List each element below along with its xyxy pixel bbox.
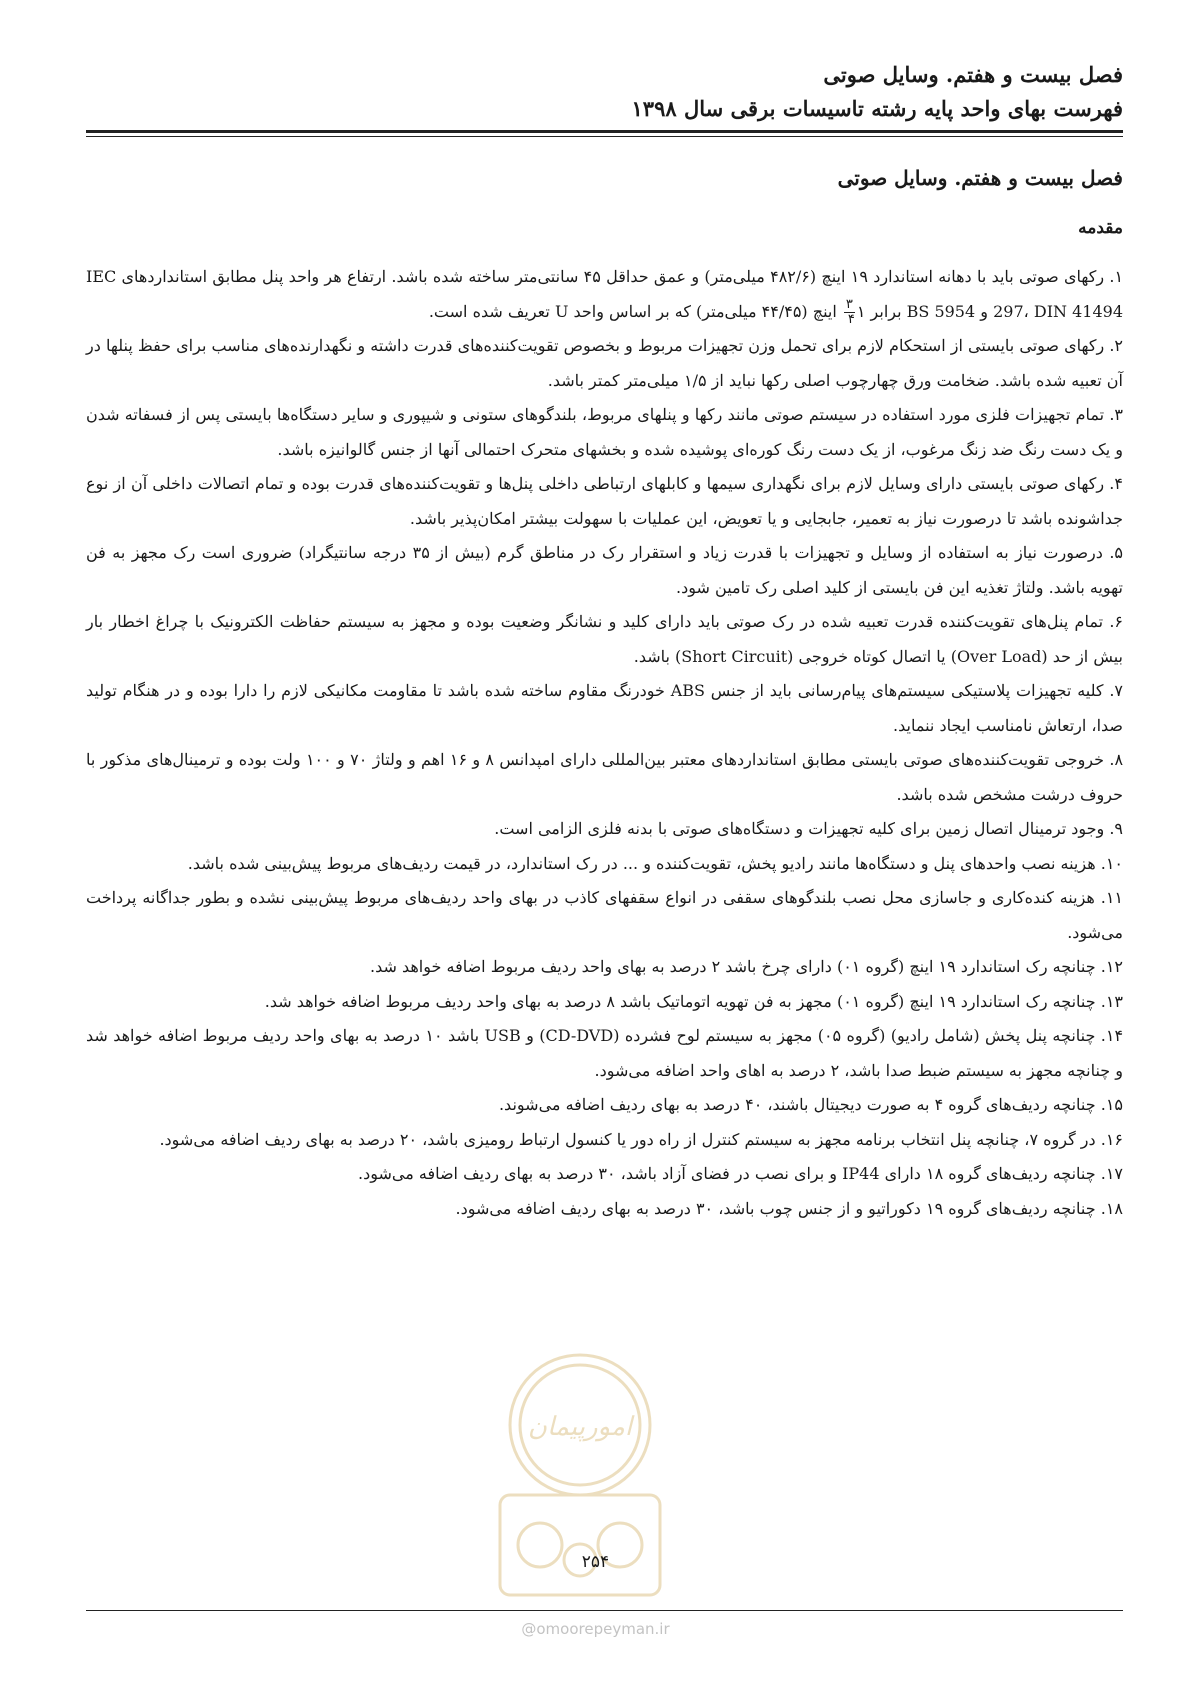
header-document-line: فهرست بهای واحد پایه رشته تاسیسات برقی سال ۱۳۹۸ [631, 96, 1123, 121]
intro-heading: مقدمه [1078, 218, 1123, 238]
paragraph-5: ۵. درصورت نیاز به استفاده از وسایل و تجهیزات با قدرت زیاد و استقرار رک در مناطق گرم (بیش از ۳۵ درجه سانتیگراد) ضروری است رک مجهز به فن تهویه باشد. ولتاژ تغذیه این فن بایستی از کلید اصلی رک تامین شود. [86, 543, 1124, 597]
page-header [86, 58, 1123, 126]
paragraph-11: ۱۱. هزینه کنده‌کاری و جاسازی محل نصب بلندگوهای سقفی در انواع سقفهای کاذب در بهای واحد ردیف‌های مربوط پیش‌بینی نشده و بطور جداگانه پرداخت می‌شود. [86, 888, 1123, 942]
header-chapter-line: فصل بیست و هفتم. وسایل صوتی [823, 62, 1123, 87]
fraction-numerator: ۳ [845, 296, 853, 312]
paragraph-3: ۳. تمام تجهیزات فلزی مورد استفاده در سیستم صوتی مانند رکها و پنلهای مربوط، بلندگوهای ستونی و شیپوری و سایر دستگاه‌ها بایستی پس از فسفاته شدن و یک دست رنگ ضد زنگ مرغوب، از یک دست رنگ کوره‌ای پوشیده شده و بخشهای متحرک احتمالی آنها از جنس گالوانیزه باشد. [86, 405, 1123, 459]
paragraph-9: ۹. وجود ترمینال اتصال زمین برای کلیه تجهیزات و دستگاه‌های صوتی با بدنه فلزی الزامی است. [494, 819, 1123, 838]
paragraph-1-text-b: اینچ (۴۴/۴۵ میلی‌متر) که بر اساس واحد U تعریف شده است. [428, 301, 842, 321]
paragraph-15: ۱۵. چنانچه ردیف‌های گروه ۴ به صورت دیجیتال باشند، ۴۰ درصد به بهای ردیف اضافه می‌شوند. [498, 1095, 1123, 1114]
paragraph-1-text-a: ۱. رکهای صوتی باید با دهانه استاندارد ۱۹ اینچ (۴۸۲/۶ میلی‌متر) و عمق حداقل ۴۵ سانتی‌متر ساخته شده باشد. ارتفاع هر واحد پنل مطابق استانداردهای IEC 297، DIN 41494 و BS 5954 برابر ۱ [86, 267, 1124, 321]
paragraph-1 [86, 260, 1123, 329]
paragraph-7: ۷. کلیه تجهیزات پلاستیکی سیستم‌های پیام‌رسانی باید از جنس ABS خودرنگ مقاوم ساخته شده باشد تا مقاومت مکانیکی لازم را دارا بوده و در هنگام تولید صدا، ارتعاش نامناسب ایجاد ننماید. [86, 681, 1124, 735]
chapter-title: فصل بیست و هفتم. وسایل صوتی [837, 166, 1123, 190]
paragraph-4: ۴. رکهای صوتی بایستی دارای وسایل لازم برای نگهداری سیمها و کابلهای ارتباطی داخلی پنل‌ها و تقویت‌کننده‌های قدرت بوده و تمام اتصالات داخلی آن از نوع جداشونده باشد تا درصورت نیاز به تعمیر، جابجایی و یا تعویض، این عملیات با سهولت بیشتر امکان‌پذیر باشد. [86, 474, 1123, 528]
paragraph-2: ۲. رکهای صوتی بایستی از استحکام لازم برای تحمل وزن تجهیزات مربوط و بخصوص تقویت‌کننده‌های قدرت داشته و نگهدارنده‌های مناسب برای حفظ پنلها در آن تعبیه شده باشد. ضخامت ورق چهارچوب اصلی رکها نباید از ۱/۵ میلی‌متر کمتر باشد. [86, 336, 1123, 390]
paragraph-6: ۶. تمام پنل‌های تقویت‌کننده قدرت تعبیه شده در رک صوتی باید دارای کلید و نشانگر وضعیت بوده و مجهز به سیستم حفاظت الکترونیک با چراغ اخطار بار بیش از حد (Over Load) یا اتصال کوتاه خروجی (Short Circuit) باشد. [86, 612, 1124, 666]
paragraph-14: ۱۴. چنانچه پنل پخش (شامل رادیو) (گروه ۰۵) مجهز به سیستم لوح فشرده (CD-DVD) و USB باشد ۱۰ درصد به بهای واحد ردیف مربوط اضافه خواهد شد و چنانچه مجهز به سیستم ضبط صدا باشد، ۲ درصد به اهای واحد اضافه می‌شود. [86, 1026, 1124, 1080]
page-number: ۲۵۴ [581, 1552, 610, 1572]
fraction-denominator: ۴ [847, 311, 855, 327]
paragraph-18: ۱۸. چنانچه ردیف‌های گروه ۱۹ دکوراتیو و از جنس چوب باشد، ۳۰ درصد به بهای ردیف اضافه می‌شود. [455, 1198, 1123, 1218]
watermark-logo-lettering: امورپیمان [527, 1412, 633, 1442]
fraction-three-quarters [844, 298, 855, 327]
paragraph-17: ۱۷. چنانچه ردیف‌های گروه ۱۸ دارای IP44 و برای نصب در فضای آزاد باشد، ۳۰ درصد به بهای ردیف اضافه می‌شود. [357, 1164, 1123, 1183]
paragraph-16: ۱۶. در گروه ۷، چنانچه پنل انتخاب برنامه مجهز به سیستم کنترل از راه دور یا کنسول ارتباط رومیزی باشد، ۲۰ درصد به بهای ردیف اضافه می‌شود. [159, 1129, 1123, 1149]
paragraph-8: ۸. خروجی تقویت‌کننده‌های صوتی بایستی مطابق استانداردهای معتبر بین‌المللی دارای امپدانس ۸ و ۱۶ اهم و ولتاژ ۷۰ و ۱۰۰ ولت بوده و ترمینال‌های مذکور با حروف درشت مشخص شده باشد. [86, 750, 1124, 804]
paragraph-12: ۱۲. چنانچه رک استاندارد ۱۹ اینچ (گروه ۰۱) دارای چرخ باشد ۲ درصد به بهای واحد ردیف مربوط اضافه خواهد شد. [369, 957, 1123, 976]
paragraph-10: ۱۰. هزینه نصب واحدهای پنل و دستگاه‌ها مانند رادیو پخش، تقویت‌کننده و ... در رک استاندارد، در قیمت ردیف‌های مربوط پیش‌بینی شده باشد. [187, 853, 1123, 873]
paragraph-13: ۱۳. چنانچه رک استاندارد ۱۹ اینچ (گروه ۰۱) مجهز به فن تهویه اتوماتیک باشد ۸ درصد به بهای واحد ردیف مربوط اضافه خواهد شد. [264, 991, 1123, 1011]
footer-rule [86, 1610, 1123, 1611]
header-rule-thick [86, 130, 1123, 133]
page-body [86, 162, 1123, 1226]
footer-watermark-site: @omoorepeyman.ir [521, 1620, 670, 1638]
header-rule-thin [86, 136, 1123, 137]
